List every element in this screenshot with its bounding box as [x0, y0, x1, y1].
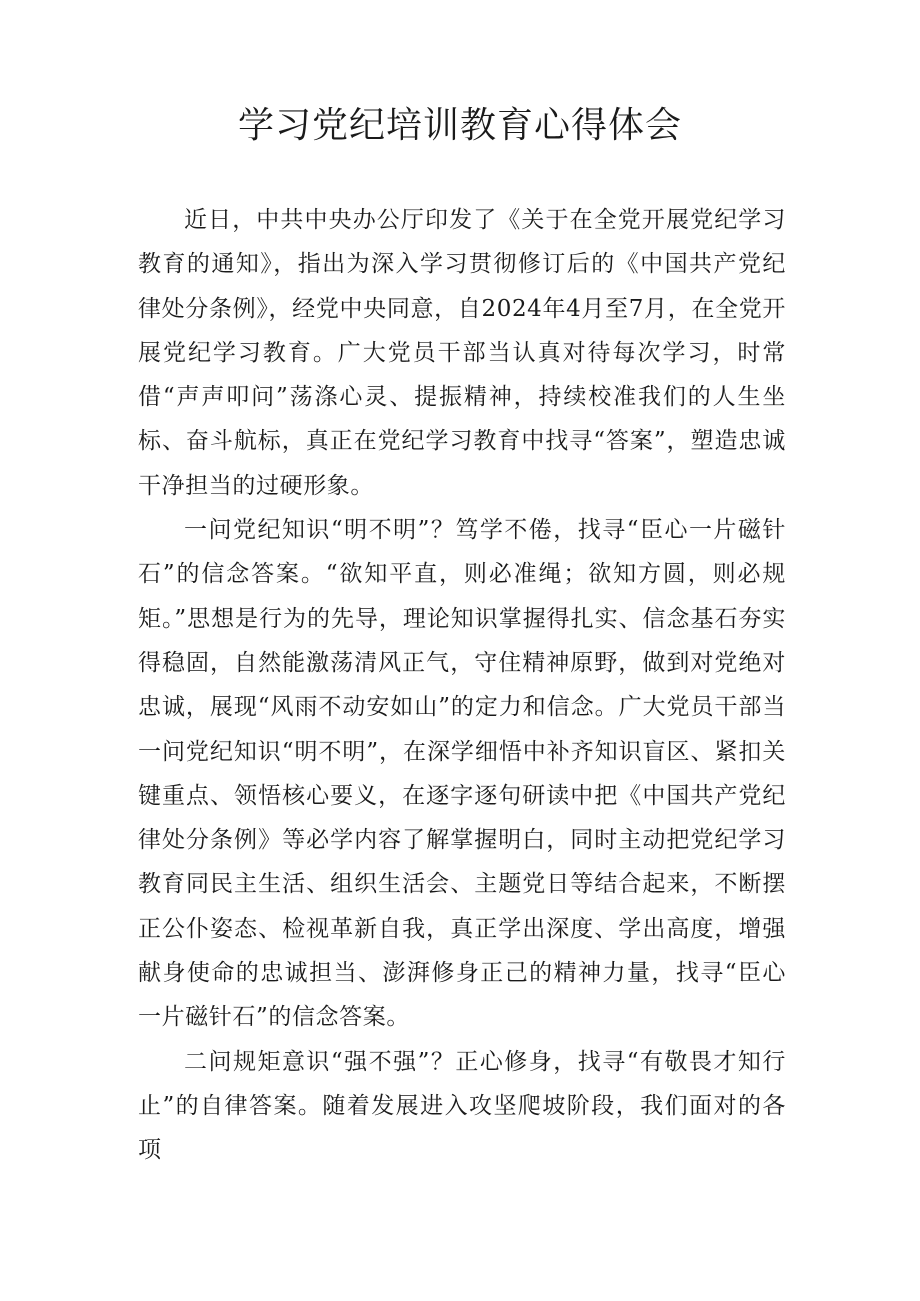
paragraph-section-two: 二问规矩意识“强不强”？正心修身，找寻“有敬畏才知行止”的自律答案。随着发展进入攻坚爬坡阶段，我们面对的各项 [138, 1048, 786, 1164]
document-body [138, 198, 786, 1173]
document-title: 学习党纪培训教育心得体会 [237, 105, 682, 146]
paragraph-section-one: 一问党纪知识“明不明”？笃学不倦，找寻“臣心一片磁针石”的信念答案。“欲知平直，则必准绳；欲知方圆，则必规矩。”思想是行为的先导，理论知识掌握得扎实、信念基石夯实得稳固，自然能激荡清风正气，守住精神原野，做到对党绝对忠诚，展现“风雨不动安如山”的定力和信念。广大党员干部当一问党纪知识“明不明”，在深学细悟中补齐知识盲区、紧扣关键重点、领悟核心要义，在逐字逐句研读中把《中国共产党纪律处分条例》等必学内容了解掌握明白，同时主动把党纪学习教育同民主生活、组织生活会、主题党日等结合起来，不断摆正公仆姿态、检视革新自我，真正学出深度、学出高度，增强献身使命的忠诚担当、澎湃修身正己的精神力量，找寻“臣心一片磁针石”的信念答案。 [138, 517, 786, 1031]
paragraph-intro: 近日，中共中央办公厅印发了《关于在全党开展党纪学习教育的通知》，指出为深入学习贯彻修订后的《中国共产党纪律处分条例》，经党中央同意，自2024年4月至7月，在全党开展党纪学习教育。广大党员干部当认真对待每次学习，时常借“声声叩问”荡涤心灵、提振精神，持续校准我们的人生坐标、奋斗航标，真正在党纪学习教育中找寻“答案”，塑造忠诚干净担当的过硬形象。 [138, 207, 786, 499]
